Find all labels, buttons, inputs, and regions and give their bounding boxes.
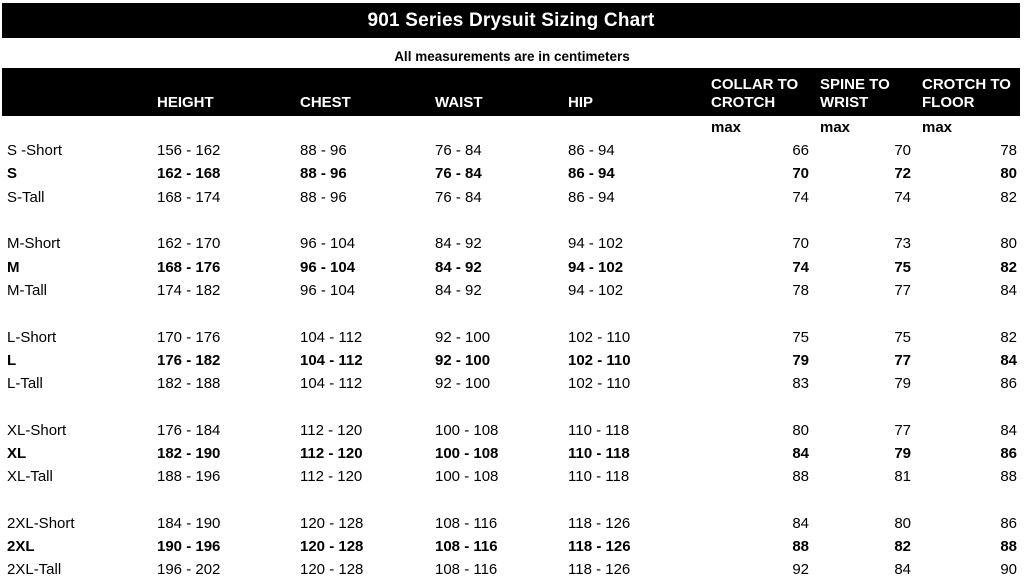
cell-spine_to_wrist: 77 [894,421,911,439]
table-row-s [2,162,1020,185]
empty-cell [560,395,703,418]
cell-size: L-Short [7,328,57,346]
cell-crotch_to_floor: 80 [1000,235,1017,253]
column-header-waist: WAIST [427,68,560,116]
cell-hip: 118 - 126 [568,561,631,579]
empty-cell [427,395,560,418]
cell-hip: 110 - 118 [568,421,630,439]
empty-cell [292,488,427,511]
empty-cell [812,488,914,511]
page-title: 901 Series Drysuit Sizing Chart [367,9,655,31]
cell-crotch_to_floor: 82 [1000,258,1017,276]
cell-collar_to_crotch: 74 [792,258,809,276]
cell-collar_to_crotch: 79 [792,351,809,369]
cell-waist: 76 - 84 [435,188,482,206]
cell-crotch_to_floor: 86 [1000,514,1017,532]
cell-collar_to_crotch: 70 [792,235,809,253]
cell-hip: 102 - 110 [568,328,631,346]
cell-crotch_to_floor: 82 [1000,328,1017,346]
cell-waist: 92 - 100 [435,351,491,369]
table-row-l [2,349,1020,372]
cell-collar_to_crotch: 88 [792,538,809,556]
cell-crotch_to_floor: 86 [1000,375,1017,393]
cell-spine_to_wrist: 81 [894,468,911,486]
table-row-l-short [2,325,1020,348]
column-header-height: HEIGHT [149,68,292,116]
empty-cell [427,116,560,139]
cell-size: S -Short [7,142,63,160]
table-row-2xl-short [2,512,1020,535]
cell-crotch_to_floor: 90 [1000,561,1017,579]
cell-hip: 94 - 102 [568,281,624,299]
cell-hip: 86 - 94 [568,188,615,206]
cell-hip: 110 - 118 [568,445,630,462]
empty-cell [2,116,149,139]
empty-cell [703,209,812,232]
cell-chest: 120 - 128 [300,561,364,579]
column-header-crotch_to_floor: CROTCH TO FLOOR [914,68,1020,116]
cell-crotch_to_floor: 80 [1000,165,1017,183]
cell-collar_to_crotch: 66 [792,142,809,160]
column-header-collar_to_crotch: COLLAR TO CROTCH [703,68,812,116]
max-label-crotch_to_floor: max [922,119,953,136]
cell-size: L [7,351,17,369]
cell-spine_to_wrist: 79 [894,375,911,393]
cell-size: XL-Short [7,421,67,439]
cell-spine_to_wrist: 72 [894,165,911,183]
empty-cell [292,302,427,325]
empty-cell [914,209,1020,232]
empty-cell [292,395,427,418]
group-spacer-row [2,302,1020,325]
table-row-m [2,255,1020,278]
group-spacer-row [2,209,1020,232]
cell-size: 2XL-Tall [7,561,62,579]
table-row-xl-short [2,419,1020,442]
empty-cell [812,209,914,232]
cell-crotch_to_floor: 88 [1000,468,1017,486]
empty-cell [292,116,427,139]
max-label-spine_to_wrist: max [820,119,851,136]
empty-cell [914,395,1020,418]
cell-collar_to_crotch: 70 [792,165,809,183]
cell-spine_to_wrist: 75 [894,258,911,276]
sizing-table [2,68,1020,582]
cell-spine_to_wrist: 77 [894,281,911,299]
table-header [2,68,1020,116]
empty-cell [427,209,560,232]
cell-waist: 100 - 108 [435,421,499,439]
table-row-m-short [2,232,1020,255]
cell-size: 2XL [7,538,35,556]
cell-size: S-Tall [7,188,45,206]
cell-size: 2XL-Short [7,514,75,532]
cell-hip: 86 - 94 [568,142,615,160]
empty-cell [703,488,812,511]
empty-cell [427,302,560,325]
cell-spine_to_wrist: 82 [894,538,911,556]
empty-cell [2,395,149,418]
cell-size: M-Short [7,235,61,253]
cell-collar_to_crotch: 78 [792,281,809,299]
cell-height: 176 - 182 [157,351,221,369]
column-header-chest: CHEST [292,68,427,116]
cell-chest: 104 - 112 [300,375,363,393]
cell-hip: 86 - 94 [568,165,615,183]
empty-cell [427,488,560,511]
cell-height: 168 - 176 [157,258,221,276]
cell-size: M-Tall [7,281,47,299]
cell-chest: 104 - 112 [300,328,363,346]
empty-cell [149,488,292,511]
table-row-l-tall [2,372,1020,395]
group-spacer-row [2,395,1020,418]
cell-collar_to_crotch: 88 [792,468,809,486]
cell-crotch_to_floor: 84 [1000,351,1017,369]
cell-crotch_to_floor: 84 [1000,281,1017,299]
empty-cell [149,302,292,325]
max-label-collar_to_crotch: max [711,119,742,136]
table-row-m-tall [2,279,1020,302]
cell-height: 168 - 174 [157,188,221,206]
column-header-hip: HIP [560,68,703,116]
cell-spine_to_wrist: 77 [894,351,911,369]
cell-height: 184 - 190 [157,514,221,532]
cell-spine_to_wrist: 74 [894,188,911,206]
cell-collar_to_crotch: 84 [792,445,809,462]
chart-title-bar [2,3,1020,38]
cell-height: 190 - 196 [157,538,221,556]
table-row-s-short [2,139,1020,162]
empty-cell [2,488,149,511]
cell-size: M [7,258,20,276]
cell-collar_to_crotch: 84 [792,514,809,532]
group-spacer-row [2,488,1020,511]
cell-spine_to_wrist: 80 [894,514,911,532]
empty-cell [149,116,292,139]
cell-hip: 102 - 110 [568,375,631,393]
cell-hip: 118 - 126 [568,538,631,556]
cell-size: L-Tall [7,375,43,393]
cell-chest: 112 - 120 [300,445,363,462]
cell-height: 182 - 188 [157,375,221,393]
table-row-s-tall [2,186,1020,209]
cell-crotch_to_floor: 88 [1000,538,1017,556]
empty-cell [703,395,812,418]
cell-height: 176 - 184 [157,421,221,439]
cell-height: 162 - 170 [157,235,221,253]
cell-spine_to_wrist: 79 [894,445,911,462]
column-header-size [2,68,149,116]
cell-chest: 120 - 128 [300,538,364,556]
cell-crotch_to_floor: 78 [1000,142,1017,160]
cell-crotch_to_floor: 86 [1000,445,1017,462]
cell-collar_to_crotch: 80 [792,421,809,439]
cell-size: S [7,165,18,183]
cell-collar_to_crotch: 83 [792,375,809,393]
cell-waist: 108 - 116 [435,514,498,532]
cell-chest: 96 - 104 [300,281,356,299]
empty-cell [560,302,703,325]
cell-waist: 84 - 92 [435,258,482,276]
cell-hip: 110 - 118 [568,468,630,486]
cell-waist: 84 - 92 [435,235,482,253]
table-row-xl [2,442,1020,465]
cell-waist: 76 - 84 [435,142,482,160]
cell-waist: 108 - 116 [435,538,498,556]
units-note: All measurements are in centimeters [394,49,630,64]
empty-cell [2,209,149,232]
cell-spine_to_wrist: 73 [894,235,911,253]
cell-size: XL [7,445,27,462]
cell-hip: 102 - 110 [568,351,631,369]
table-row-2xl-tall [2,558,1020,581]
cell-height: 182 - 190 [157,445,221,462]
empty-cell [149,209,292,232]
cell-waist: 108 - 116 [435,561,498,579]
cell-waist: 100 - 108 [435,445,499,462]
empty-cell [292,209,427,232]
cell-chest: 88 - 96 [300,188,347,206]
empty-cell [812,395,914,418]
empty-cell [914,302,1020,325]
empty-cell [914,488,1020,511]
cell-hip: 94 - 102 [568,258,624,276]
cell-spine_to_wrist: 70 [894,142,911,160]
cell-height: 196 - 202 [157,561,221,579]
cell-chest: 88 - 96 [300,165,347,183]
cell-chest: 96 - 104 [300,235,356,253]
cell-height: 174 - 182 [157,281,221,299]
cell-collar_to_crotch: 92 [792,561,809,579]
empty-cell [560,488,703,511]
max-subheader-row [2,116,1020,139]
cell-hip: 94 - 102 [568,235,624,253]
cell-height: 162 - 168 [157,165,221,183]
cell-height: 188 - 196 [157,468,221,486]
table-row-xl-tall [2,465,1020,488]
cell-hip: 118 - 126 [568,514,631,532]
cell-collar_to_crotch: 75 [792,328,809,346]
empty-cell [2,302,149,325]
cell-size: XL-Tall [7,468,53,486]
cell-chest: 112 - 120 [300,468,363,486]
cell-chest: 88 - 96 [300,142,347,160]
cell-chest: 104 - 112 [300,351,363,369]
sizing-chart-page [0,3,1024,583]
cell-waist: 84 - 92 [435,281,482,299]
column-header-row [2,68,1020,116]
cell-chest: 120 - 128 [300,514,364,532]
empty-cell [812,302,914,325]
column-header-spine_to_wrist: SPINE TO WRIST [812,68,914,116]
empty-cell [149,395,292,418]
cell-crotch_to_floor: 82 [1000,188,1017,206]
empty-cell [703,302,812,325]
empty-cell [560,116,703,139]
table-body [2,116,1020,582]
cell-chest: 112 - 120 [300,421,363,439]
cell-chest: 96 - 104 [300,258,356,276]
cell-height: 170 - 176 [157,328,221,346]
cell-height: 156 - 162 [157,142,221,160]
cell-waist: 76 - 84 [435,165,482,183]
cell-spine_to_wrist: 84 [894,561,911,579]
table-row-2xl [2,535,1020,558]
cell-crotch_to_floor: 84 [1000,421,1017,439]
empty-cell [560,209,703,232]
cell-waist: 100 - 108 [435,468,499,486]
cell-waist: 92 - 100 [435,375,491,393]
cell-spine_to_wrist: 75 [894,328,911,346]
cell-waist: 92 - 100 [435,328,491,346]
cell-collar_to_crotch: 74 [792,188,809,206]
